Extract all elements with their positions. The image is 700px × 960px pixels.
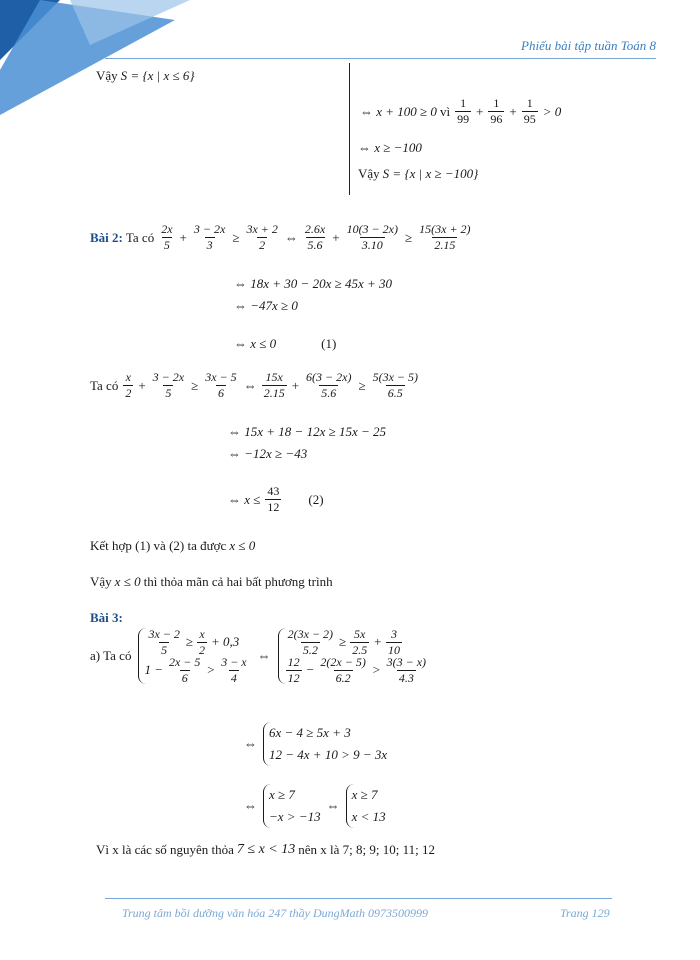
right-conclusion: Vậy S = {x | x ≥ −100} xyxy=(358,166,479,181)
header-title: Phiếu bài tập tuần Toán 8 xyxy=(521,38,656,53)
bai2-step4: ⇔ 15x + 18 − 12x ≥ 15x − 25 xyxy=(228,424,387,439)
bai3-system-c: ⇔ x ≥ 7 −x > −13 ⇔ x ≥ 7 x < 13 xyxy=(244,784,386,828)
brace-system-3: 6x − 4 ≥ 5x + 3 12 − 4x + 10 > 9 − 3x xyxy=(263,722,387,766)
column-divider xyxy=(349,63,350,195)
bai2-step6: ⇔ x ≤ $\frac{43}{12}$ (2) xyxy=(228,484,324,514)
brace-system-5: x ≥ 7 x < 13 xyxy=(346,784,386,828)
brace-system-1: $\frac{3x - 2}{5}$ ≥ $\frac{x}{2}$ + 0,3 1 − $\frac{2x - 5}{6}$ > $\frac{3 - x}{4}$ xyxy=(138,628,250,684)
bai2-final: Vậy x ≤ 0 thì thỏa mãn cả hai bất phương trình xyxy=(90,574,333,589)
right-step1: ⇔ x + 100 ≥ 0 vì $\frac{1}{99}$ + $\frac{1}{96}$ + $\frac{1}{95}$ > 0 xyxy=(360,96,562,126)
brace-system-2: $\frac{2(3x - 2)}{5.2}$ ≥ $\frac{5x}{2.5}$ + $\frac{3}{10}$ $\frac{12}{12}$ − $\frac{2(2x - 5)}{6.2}$ > $\frac{3(3 - x)}{4.3}$ xyxy=(278,628,430,684)
page-number: Trang 129 xyxy=(560,906,610,920)
bai3-system-b: ⇔ 6x − 4 ≥ 5x + 3 12 − 4x + 10 > 9 − 3x xyxy=(244,722,387,766)
right-step2: ⇔ x ≥ −100 xyxy=(358,140,422,155)
header-rule xyxy=(105,58,656,59)
bai3-system-a: a) Ta có $\frac{3x - 2}{5}$ ≥ $\frac{x}{2}$ + 0,3 1 − $\frac{2x - 5}{6}$ > $\frac{3 - x}{4}$ ⇔ $\frac{2(3x - 2)}{5.2}$ ≥ $\frac{5x}{2.5}$ + $\frac{3}{10}$ $\frac{12}{12}$ − $\frac{2(2x - 5)}{6.2}$ > $\frac{3(3 - x)}{4.3}$ xyxy=(90,628,430,684)
left-conclusion: Vậy S = {x | x ≤ 6} xyxy=(96,68,195,83)
bai2-first-inequality: Bài 2: Ta có $\frac{2x}{5}$ + $\frac{3 - 2x}{3}$ ≥ $\frac{3x + 2}{2}$ ⇔ $\frac{2.6x}{5.6}$ + $\frac{10(3 - 2x)}{3.10}$ ≥ $\frac{15(3x + 2)}{2.15}$ xyxy=(90,222,471,252)
bai3-label: Bài 3: xyxy=(90,610,123,625)
brace-system-4: x ≥ 7 −x > −13 xyxy=(263,784,321,828)
bai2-second-inequality: Ta có $\frac{x}{2}$ + $\frac{3 - 2x}{5}$ ≥ $\frac{3x - 5}{6}$ ⇔ $\frac{15x}{2.15}$ + $\frac{6(3 - 2x)}{5.6}$ ≥ $\frac{5(3x - 5)}{6.5}$ xyxy=(90,370,419,400)
bai2-step5: ⇔ −12x ≥ −43 xyxy=(228,446,308,461)
bai2-step3: ⇔ x ≤ 0 (1) xyxy=(234,336,337,351)
bai2-combine: Kết hợp (1) và (2) ta được x ≤ 0 xyxy=(90,538,256,553)
corner-decoration xyxy=(0,0,190,120)
footer-left: Trung tâm bồi dưỡng văn hóa 247 thầy DungMath 0973500999 xyxy=(122,906,428,920)
bai2-step1: ⇔ 18x + 30 − 20x ≥ 45x + 30 xyxy=(234,276,393,291)
bai2-step2: ⇔ −47x ≥ 0 xyxy=(234,298,298,313)
bai3-conclusion: Vì x là các số nguyên thỏa 7 ≤ x < 13 nên x là 7; 8; 9; 10; 11; 12 xyxy=(96,842,435,857)
footer-rule xyxy=(105,898,612,899)
